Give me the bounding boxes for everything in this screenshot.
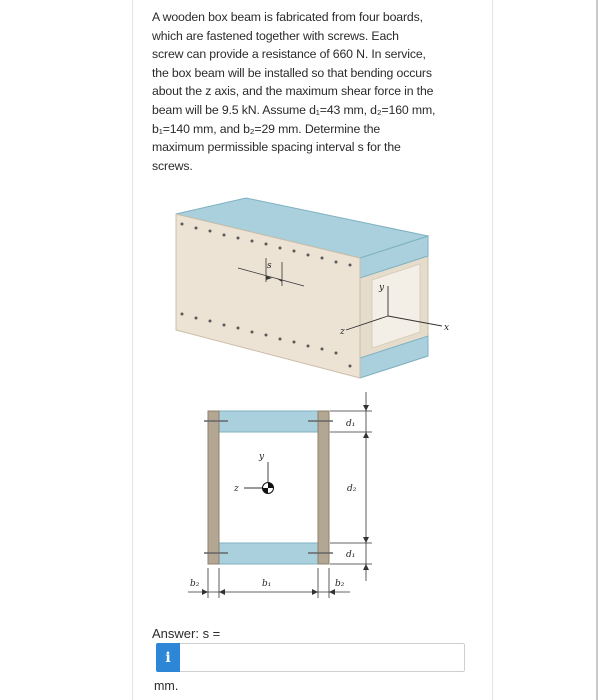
dim-b2-right-label: b₂ bbox=[335, 579, 345, 589]
problem-line: about the z axis, and the maximum shear force in the bbox=[152, 84, 434, 99]
problem-line: screw can provide a resistance of 660 N. In service, bbox=[152, 47, 426, 62]
answer-input[interactable] bbox=[180, 644, 464, 671]
left-web-board bbox=[208, 411, 219, 564]
answer-label: Answer: s = bbox=[152, 626, 221, 641]
iso-z-axis-label: z bbox=[340, 327, 345, 337]
spacing-s-label: s bbox=[267, 261, 272, 271]
problem-statement bbox=[152, 8, 482, 175]
section-y-axis-label: y bbox=[259, 452, 265, 462]
content-frame-left-border bbox=[132, 0, 133, 700]
top-flange-board bbox=[218, 411, 318, 432]
window-edge-divider bbox=[596, 0, 598, 700]
dim-b2-left-label: b₂ bbox=[190, 579, 200, 589]
iso-y-axis-label: y bbox=[379, 283, 385, 293]
answer-field bbox=[156, 643, 465, 672]
box-beam-figure bbox=[150, 195, 470, 605]
dim-b1-label: b₁ bbox=[262, 579, 272, 589]
dim-d2-label: d₂ bbox=[347, 484, 357, 494]
cross-section-view bbox=[188, 392, 372, 598]
problem-line: screws. bbox=[152, 158, 193, 173]
info-icon[interactable]: i bbox=[156, 643, 180, 672]
dim-d1-top-label: d₁ bbox=[346, 419, 356, 429]
problem-line: maximum permissible spacing interval s for the bbox=[152, 140, 401, 155]
problem-line: beam will be 9.5 kN. Assume d₁=43 mm, d₂=160 mm, bbox=[152, 102, 436, 117]
isometric-beam-view bbox=[176, 198, 449, 378]
section-z-axis-label: z bbox=[234, 484, 239, 494]
iso-x-axis-label: x bbox=[444, 323, 450, 333]
right-web-board bbox=[318, 411, 329, 564]
content-frame-right-border bbox=[492, 0, 493, 700]
problem-line: b₁=140 mm, and b₂=29 mm. Determine the bbox=[152, 121, 381, 136]
dim-d1-bottom-label: d₁ bbox=[346, 550, 356, 560]
problem-line: A wooden box beam is fabricated from four boards, bbox=[152, 10, 423, 24]
problem-line: the box beam will be installed so that bending occurs bbox=[152, 65, 432, 80]
bottom-flange-board bbox=[218, 543, 318, 564]
problem-line: which are fastened together with screws. Each bbox=[152, 28, 399, 43]
answer-unit: mm. bbox=[154, 679, 179, 693]
